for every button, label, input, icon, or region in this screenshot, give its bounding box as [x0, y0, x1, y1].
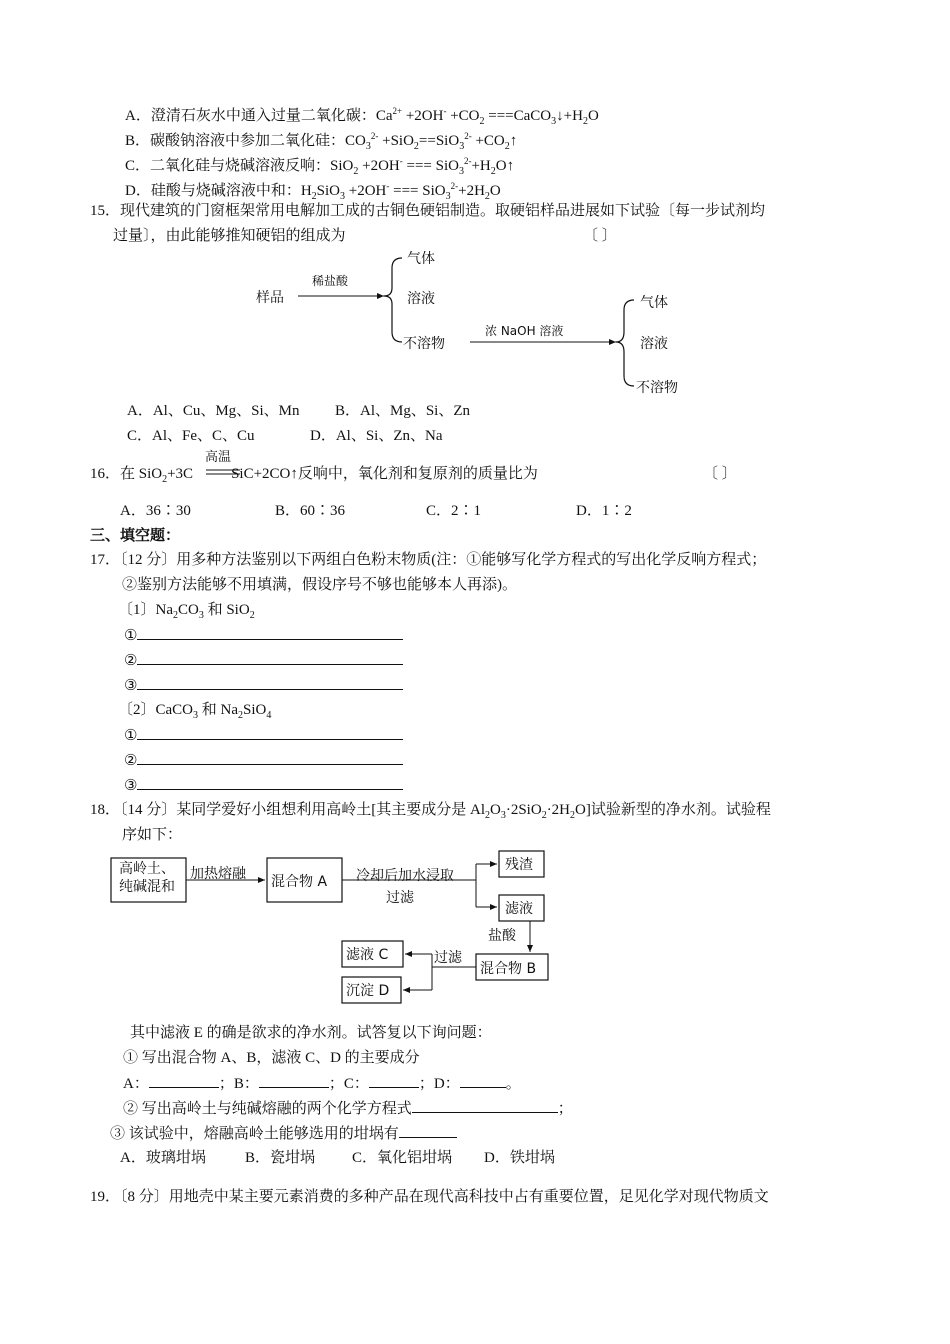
- q15-sample: 样品: [256, 290, 284, 306]
- q14-option-d: D．硅酸与烧碱溶液中和：$H_2SiO_3 +2OH^-$ === $SiO_3^{2-}+2H_2O$: [125, 181, 501, 202]
- q15-insoluble-2: 不溶物: [636, 380, 678, 396]
- q18-option-c: C．氧化铝坩埚: [352, 1150, 453, 1166]
- q18-step-filter-2: 过滤: [434, 950, 462, 966]
- q18-node-mixture-b: 混合物 B: [480, 961, 537, 977]
- q17-group-2: 〔2〕CaCO$_3$ 和 $Na_2SiO_4$: [118, 702, 272, 721]
- q15-solution: 溶液: [407, 291, 435, 307]
- q15-gas: 气体: [407, 251, 435, 267]
- q18-node-raw: 高岭土、 纯碱混和: [119, 861, 175, 895]
- q18-option-d: D．铁坩埚: [484, 1150, 555, 1166]
- q15-stem-line1: 15．现代建筑的门窗框架常用电解加工成的古铜色硬铝制造。取硬铝样品进展如下试验〔每一步试剂均: [90, 203, 766, 219]
- q18-blanks[interactable]: A： ；B： ；C： ；D： 。: [123, 1073, 521, 1094]
- q15-gas-2: 气体: [640, 295, 668, 311]
- q18-node-filtrate: 滤液: [505, 901, 533, 917]
- q19-stem-line1: 19．〔8 分〕用地壳中某主要元素消费的多种产品在现代高科技中占有重要位置，足见化学对现代物质文: [90, 1189, 769, 1205]
- section-heading: 三、填空题：: [90, 528, 181, 544]
- q15-solution-2: 溶液: [640, 336, 668, 352]
- q17-group-1: 〔1〕$Na_2CO_3$ 和 SiO$_2$: [118, 602, 255, 621]
- q18-option-a: A．玻璃坩埚: [120, 1150, 206, 1166]
- q18-sub-2[interactable]: ② 写出高岭土与纯碱熔融的两个化学方程式 ；: [123, 1098, 573, 1119]
- q16-option-b: B．60∶36: [275, 503, 346, 519]
- q18-stem-line2: 序如下：: [122, 827, 183, 843]
- q16-option-a: A．36∶30: [120, 503, 191, 519]
- q15-insoluble: 不溶物: [403, 336, 445, 352]
- q17-answer-line[interactable]: ③: [124, 775, 403, 796]
- q15-answer-bracket: 〔 〕: [583, 228, 617, 244]
- q15-reagent-1: 稀盐酸: [312, 274, 349, 288]
- q14-option-a: A．澄清石灰水中通入过量二氧化碳：$Ca^{2+} +2OH^- +CO_2$ $===CaCO_3↓+H_2O$: [125, 106, 599, 127]
- q15-reagent-2: 浓 NaOH 溶液: [485, 324, 564, 338]
- q18-node-residue: 残渣: [505, 857, 533, 873]
- q18-option-b: B．瓷坩埚: [245, 1150, 316, 1166]
- q18-stem-line1: 18．〔14 分〕某同学爱好小组想利用高岭土[其主要成分是 $Al_2O_3\cdot 2SiO_2\cdot 2H_2O$]试验新型的净水剂。试验程: [90, 802, 771, 821]
- q18-step-melt: 加热熔融: [190, 866, 246, 882]
- q14-option-b: B．碳酸钠溶液中参加二氧化硅：$CO_3^{2-} +SiO_2==SiO_3^{2-}$ $+CO_2↑$: [125, 131, 518, 152]
- q14-option-c: C．二氧化硅与烧碱溶液反响：SiO$_2$ +2OH- === $SiO_3^{2-}+H_2O↑$: [125, 156, 515, 177]
- q18-step-filter-1: 过滤: [386, 890, 414, 906]
- q18-node-precipitate-d: 沉淀 D: [346, 983, 390, 999]
- q17-stem-line1: 17．〔12 分〕用多种方法鉴别以下两组白色粉末物质(注：①能够写化学方程式的写出化学反响方程式；: [90, 552, 767, 568]
- q16-answer-bracket: 〔 〕: [703, 466, 737, 482]
- q16-option-d: D．1∶2: [576, 503, 632, 519]
- q16-condition: 高温: [205, 450, 232, 465]
- q15-brace-1: [384, 258, 402, 342]
- q18-node-mixture-a: 混合物 A: [271, 874, 328, 890]
- q15-option-c: C．Al、Fe、C、Cu: [127, 428, 255, 444]
- q18-sub-3[interactable]: ③ 该试验中，熔融高岭土能够选用的坩埚有: [110, 1123, 457, 1144]
- q15-option-b: B．Al、Mg、Si、Zn: [335, 403, 471, 419]
- q15-option-d: D．Al、Si、Zn、Na: [310, 428, 443, 444]
- q17-stem-line2: ②鉴别方法能够不用填满，假设序号不够也能够本人再添)。: [122, 577, 517, 593]
- q18-step-acid: 盐酸: [488, 928, 516, 944]
- q16-option-c: C．2∶1: [426, 503, 482, 519]
- q18-node-filtrate-c: 滤液 C: [346, 947, 389, 963]
- q15-brace-2: [616, 300, 634, 386]
- q17-answer-line[interactable]: ①: [124, 625, 403, 646]
- q17-answer-line[interactable]: ①: [124, 725, 403, 746]
- q18-note: 其中滤液 E 的确是欲求的净水剂。试答复以下询问题：: [130, 1025, 492, 1041]
- q15-stem-line2: 过量〕，由此能够推知硬铝的组成为: [113, 228, 346, 244]
- q17-answer-line[interactable]: ③: [124, 675, 403, 696]
- q18-sub-1: ① 写出混合物 A、B，滤液 C、D 的主要成分: [123, 1050, 420, 1066]
- q17-answer-line[interactable]: ②: [124, 650, 403, 671]
- q16-stem: 16．在 SiO$_2$+3C SiC+2CO↑反响中，氧化剂和复原剂的质量比为: [90, 466, 538, 485]
- q18-step-leach: 冷却后加水浸取: [356, 868, 454, 884]
- q15-option-a: A．Al、Cu、Mg、Si、Mn: [127, 403, 300, 419]
- q17-answer-line[interactable]: ②: [124, 750, 403, 771]
